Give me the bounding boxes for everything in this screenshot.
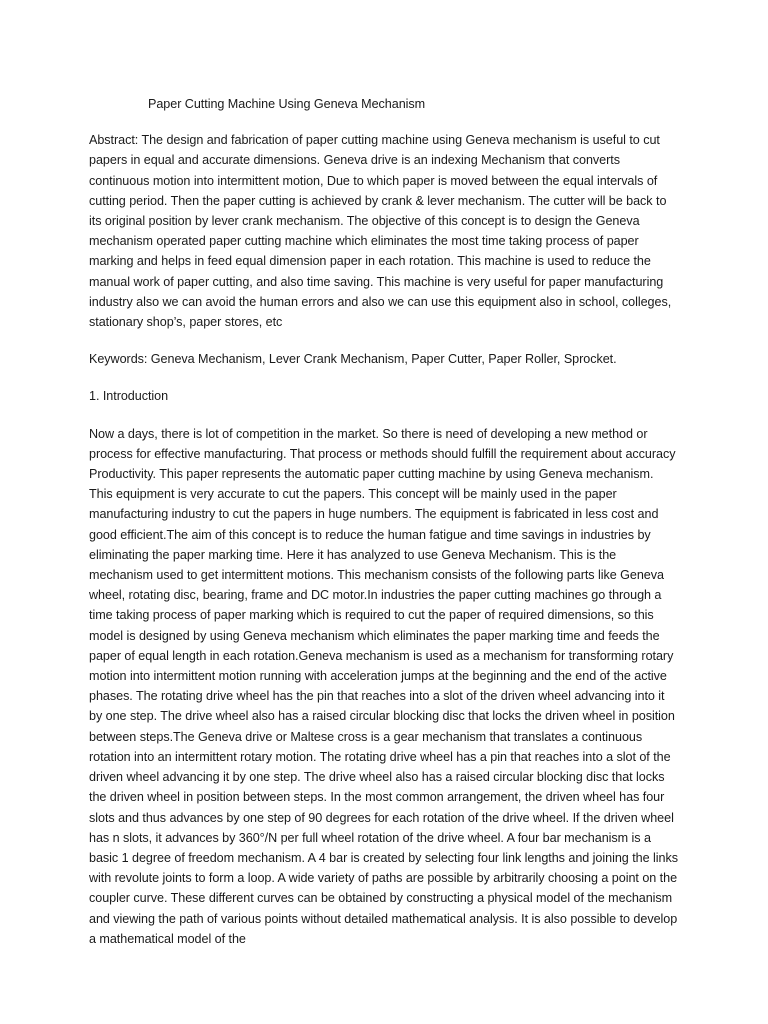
keywords-paragraph: Keywords: Geneva Mechanism, Lever Crank Mechanism, Paper Cutter, Paper Roller, Sprocket. <box>89 352 617 367</box>
document-body <box>89 94 679 949</box>
introduction-paragraph: Now a days, there is lot of competition in the market. So there is need of developing a new method or process for effective manufacturing. That process or methods should fulfill the requirement about accuracy Productivity. This paper represents the automatic paper cutting machine by using Geneva mechanism. This equipment is very accurate to cut the papers. This concept will be mainly used in the paper manufacturing industry to cut the papers in huge numbers. The equipment is fabricated in less cost and good efficient.The aim of this concept is to reduce the human fatigue and time savings in industries by eliminating the paper marking time. Here it has analyzed to use Geneva Mechanism. This is the mechanism used to get intermittent motions. This mechanism consists of the following parts like Geneva wheel, rotating disc, bearing, frame and DC motor.In industries the paper cutting machines go through a time taking process of paper marking which is required to cut the paper of required dimensions, so this model is designed by using Geneva mechanism which eliminates the paper marking time and feeds the paper of equal length in each rotation.Geneva mechanism is used as a mechanism for transforming rotary motion into intermittent motion running with acceleration jumps at the beginning and the end of the active phases. The rotating drive wheel has the pin that reaches into a slot of the driven wheel advancing into it by one step. The drive wheel also has a raised circular blocking disc that locks the driven wheel in position between steps.The Geneva drive or Maltese cross is a gear mechanism that translates a continuous rotation into an intermittent rotary motion. The rotating drive wheel has a pin that reaches into a slot of the driven wheel advancing it by one step. The drive wheel also has a raised circular blocking disc that locks the driven wheel in position between steps. In the most common arrangement, the driven wheel has four slots and thus advances by one step of 90 degrees for each rotation of the drive wheel. If the driven wheel has n slots, it advances by 360°/N per full wheel rotation of the drive wheel. A four bar mechanism is a basic 1 degree of freedom mechanism. A 4 bar is created by selecting four link lengths and joining the links with revolute joints to form a loop. A wide variety of paths are possible by arbitrarily choosing a point on the coupler curve. These different curves can be obtained by constructing a physical model of the mechanism and viewing the path of various points without detailed mathematical analysis. It is also possible to develop a mathematical model of the <box>89 426 678 946</box>
section-heading-introduction: 1. Introduction <box>89 389 169 404</box>
document-title: Paper Cutting Machine Using Geneva Mechanism <box>148 97 426 111</box>
abstract-paragraph: Abstract: The design and fabrication of paper cutting machine using Geneva mechanism is useful to cut papers in equal and accurate dimensions. Geneva drive is an indexing Mechanism that converts continuous motion into intermittent motion, Due to which paper is moved between the equal intervals of cutting period. Then the paper cutting is achieved by crank & lever mechanism. The cutter will be back to its original position by lever crank mechanism. The objective of this concept is to design the Geneva mechanism operated paper cutting machine which eliminates the most time taking process of paper marking and helps in feed equal dimension paper in each rotation. This machine is used to reduce the manual work of paper cutting, and also time saving. This machine is very useful for paper manufacturing industry also we can avoid the human errors and also we can use this equipment also in school, colleges, stationary shop’s, paper stores, etc <box>89 133 672 330</box>
